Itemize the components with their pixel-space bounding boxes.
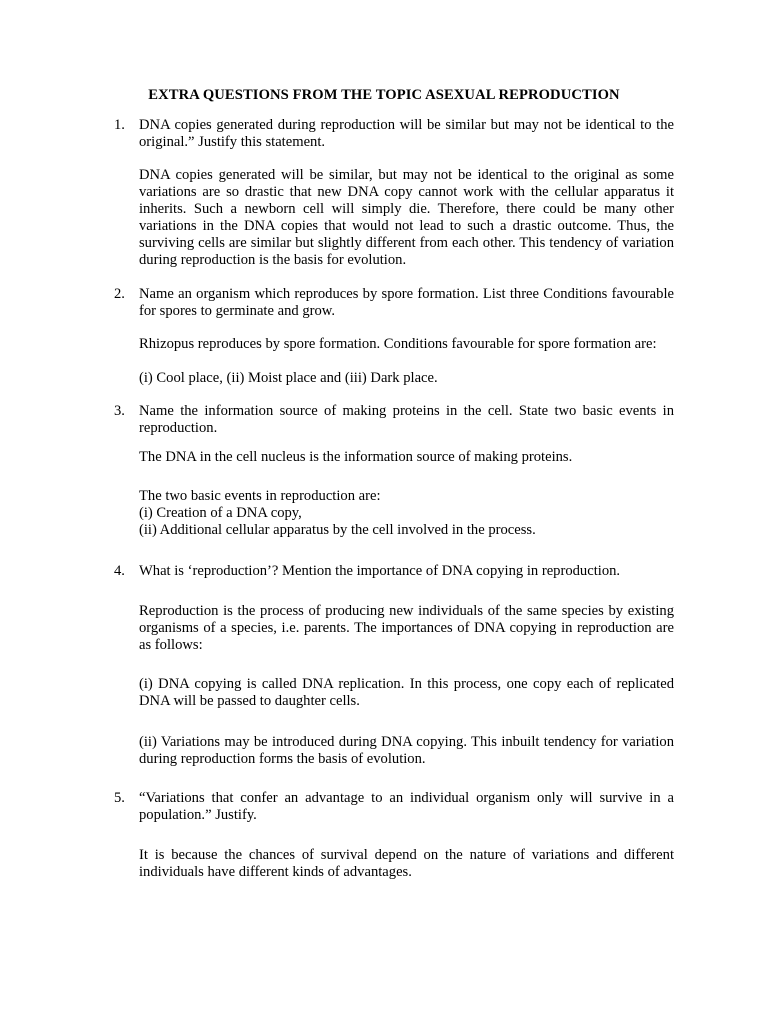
question-number: 1. — [114, 117, 125, 133]
answer-3-event-2: (ii) Additional cellular apparatus by the cell involved in the process. — [139, 522, 536, 538]
answer-3-events-intro: The two basic events in reproduction are: — [139, 488, 381, 504]
question-number: 3. — [114, 403, 125, 419]
question-number: 4. — [114, 563, 125, 579]
answer-2-conditions: (i) Cool place, (ii) Moist place and (iii) Dark place. — [139, 370, 438, 386]
answer-4-definition: Reproduction is the process of producing new individuals of the same species by existing organisms of a species, i.e. parents. The importances of DNA copying in reproduction are as follows: — [139, 603, 674, 653]
question-1 — [114, 117, 674, 151]
question-5 — [114, 790, 674, 824]
question-2 — [114, 286, 674, 320]
question-text: Name an organism which reproduces by spore formation. List three Conditions favourable for spores to germinate and grow. — [139, 286, 674, 319]
answer-3-source: The DNA in the cell nucleus is the information source of making proteins. — [139, 449, 573, 465]
question-3 — [114, 403, 674, 437]
answer-2-intro: Rhizopus reproduces by spore formation. Conditions favourable for spore formation are: — [139, 336, 657, 352]
question-text: DNA copies generated during reproduction will be similar but may not be identical to the original.” Justify this statement. — [139, 117, 674, 150]
question-4 — [114, 563, 674, 580]
question-text: Name the information source of making proteins in the cell. State two basic events in reproduction. — [139, 403, 674, 436]
page-title: EXTRA QUESTIONS FROM THE TOPIC ASEXUAL REPRODUCTION — [148, 87, 620, 103]
answer-5: It is because the chances of survival depend on the nature of variations and different individuals have different kinds of advantages. — [139, 847, 674, 880]
question-number: 5. — [114, 790, 125, 806]
answer-4-point-2: (ii) Variations may be introduced during DNA copying. This inbuilt tendency for variation during reproduction forms the basis of evolution. — [139, 734, 674, 767]
answer-1: DNA copies generated will be similar, but may not be identical to the original as some variations are so drastic that new DNA copy cannot work with the cellular apparatus it inherits. Such a newborn cell will simply die. Therefore, there could be many other variations in the DNA copies that would not lead to such a drastic outcome. Thus, the surviving cells are similar but slightly different from each other. This tendency of variation during reproduction is the basis for evolution. — [139, 167, 674, 268]
question-number: 2. — [114, 286, 125, 302]
question-text: “Variations that confer an advantage to an individual organism only will survive in a population.” Justify. — [139, 790, 674, 823]
question-text: What is ‘reproduction’? Mention the importance of DNA copying in reproduction. — [139, 563, 621, 579]
answer-4-point-1: (i) DNA copying is called DNA replication. In this process, one copy each of replicated DNA will be passed to daughter cells. — [139, 676, 674, 709]
answer-3-event-1: (i) Creation of a DNA copy, — [139, 505, 302, 521]
